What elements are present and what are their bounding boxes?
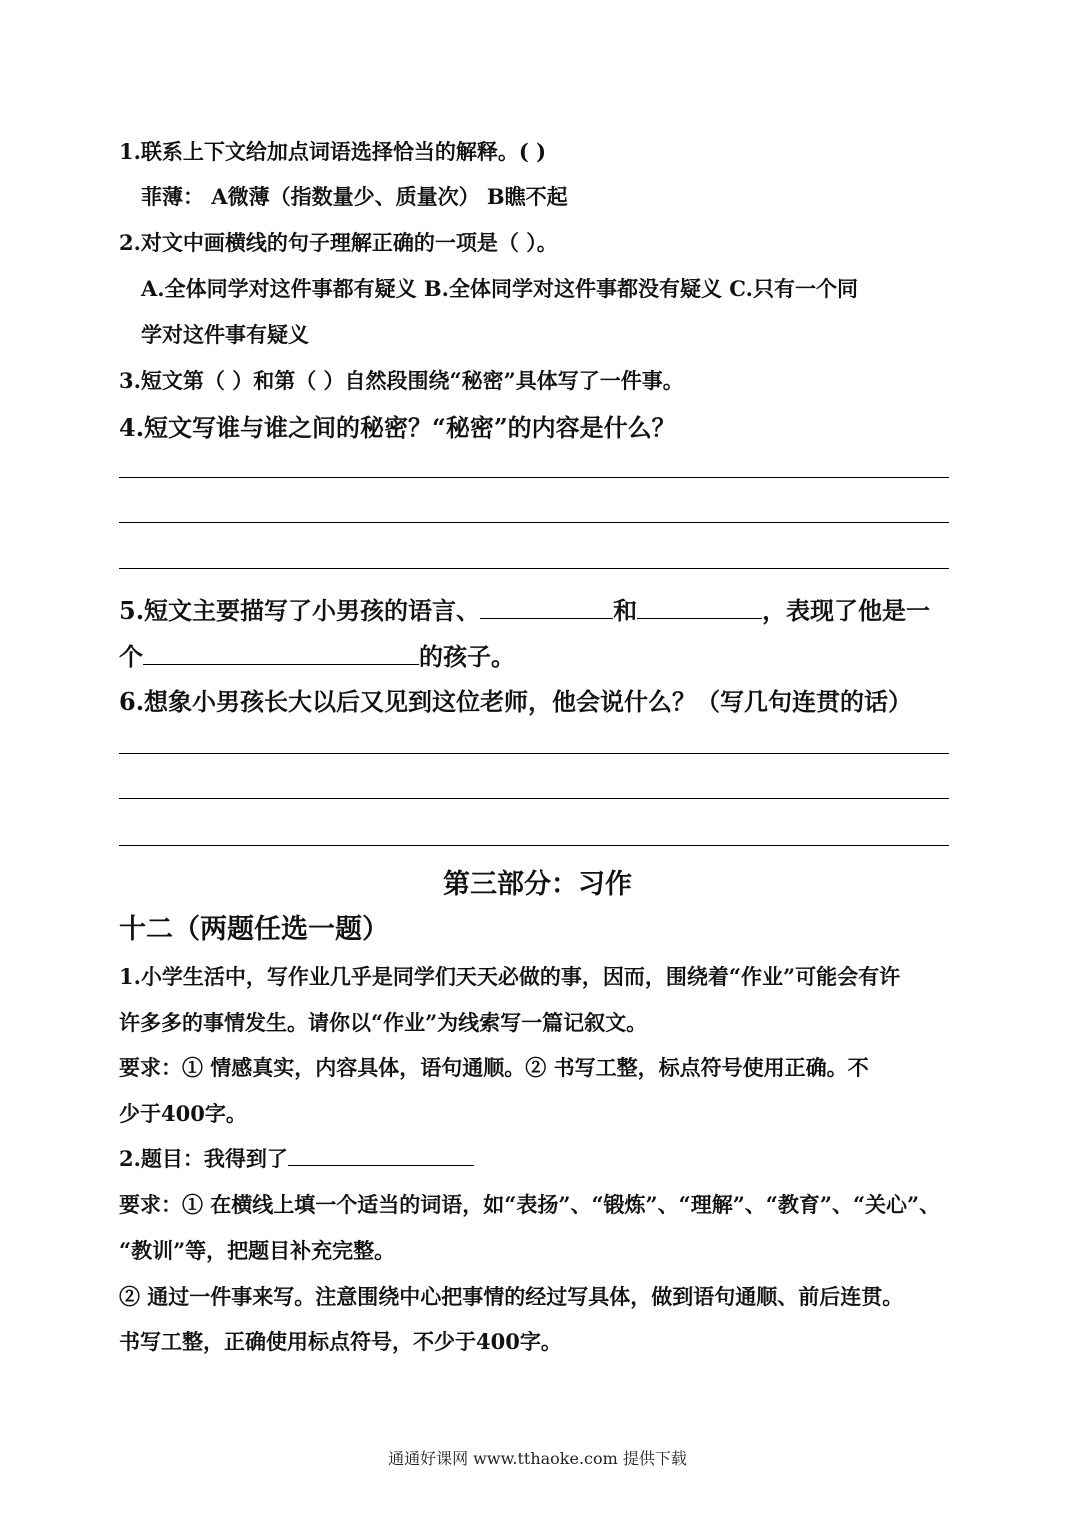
q5-text: 个 [119,642,143,671]
footer: 通通好课网 www.tthaoke.com 提供下载 [388,1449,687,1468]
essay1-requirement-line1: 要求：① 情感真实，内容具体，语句通顺。② 书写工整，标点符号使用正确。不 [119,1055,869,1080]
essay1-line2: 许多多的事情发生。请你以“作业”为线索写一篇记叙文。 [119,1010,648,1035]
q1-options: 菲薄： A微薄（指数量少、质量次） B瞧不起 [141,184,568,209]
q2-options-line2: 学对这件事有疑义 [141,322,309,347]
q1-prompt: 1.联系上下文给加点词语选择恰当的解释。( ) [119,139,547,164]
q6-answer-line[interactable] [119,798,949,799]
q5-line2 [119,637,515,672]
q4-answer-line[interactable] [119,477,949,478]
essay2-requirement-line1: 要求：① 在横线上填一个适当的词语，如“表扬”、“锻炼”、“理解”、“教育”、“关心”、 [119,1192,941,1217]
q4-answer-line[interactable] [119,568,949,569]
essay2-requirement-line4: 书写工整，正确使用标点符号，不少于400字。 [119,1329,562,1354]
q5-blank-character[interactable] [143,640,419,665]
essay2-title-blank[interactable] [288,1144,474,1166]
q5-blank-action[interactable] [480,594,613,619]
q2-options-line1: A.全体同学对这件事都有疑义 B.全体同学对这件事都没有疑义 C.只有一个同 [141,276,858,301]
q6-prompt: 6.想象小男孩长大以后又见到这位老师，他会说什么？（写几句连贯的话） [119,687,913,716]
q5-text: 5.短文主要描写了小男孩的语言、 [119,596,481,625]
essay2-requirement-line2: “教训”等，把题目补充完整。 [119,1238,396,1263]
q3-prompt: 3.短文第（ ）和第（ ）自然段围绕“秘密”具体写了一件事。 [119,368,684,393]
q5-blank-expression[interactable] [637,594,762,619]
essay1-requirement-line2: 少于400字。 [119,1101,247,1126]
q2-prompt: 2.对文中画横线的句子理解正确的一项是（ ）。 [119,230,558,255]
essay2-title-line [119,1143,474,1173]
q6-answer-line[interactable] [119,845,949,846]
essay2-requirement-line3: ② 通过一件事来写。注意围绕中心把事情的经过写具体，做到语句通顺、前后连贯。 [119,1284,904,1309]
q4-prompt: 4.短文写谁与谁之间的秘密？“秘密”的内容是什么？ [119,413,676,442]
q5-line1 [119,591,930,626]
essay1-line1: 1.小学生活中，写作业几乎是同学们天天必做的事，因而，围绕着“作业”可能会有许 [119,964,901,989]
q4-answer-line[interactable] [119,522,949,523]
q5-text: 的孩子。 [419,642,515,671]
q5-text: 和 [613,596,638,625]
q5-text: ，表现了他是一 [762,596,931,625]
q6-answer-line[interactable] [119,753,949,754]
section-title: 第三部分：习作 [443,869,632,900]
section-heading: 十二（两题任选一题） [119,914,389,945]
essay2-title-prefix: 2.题目：我得到了 [119,1146,288,1171]
